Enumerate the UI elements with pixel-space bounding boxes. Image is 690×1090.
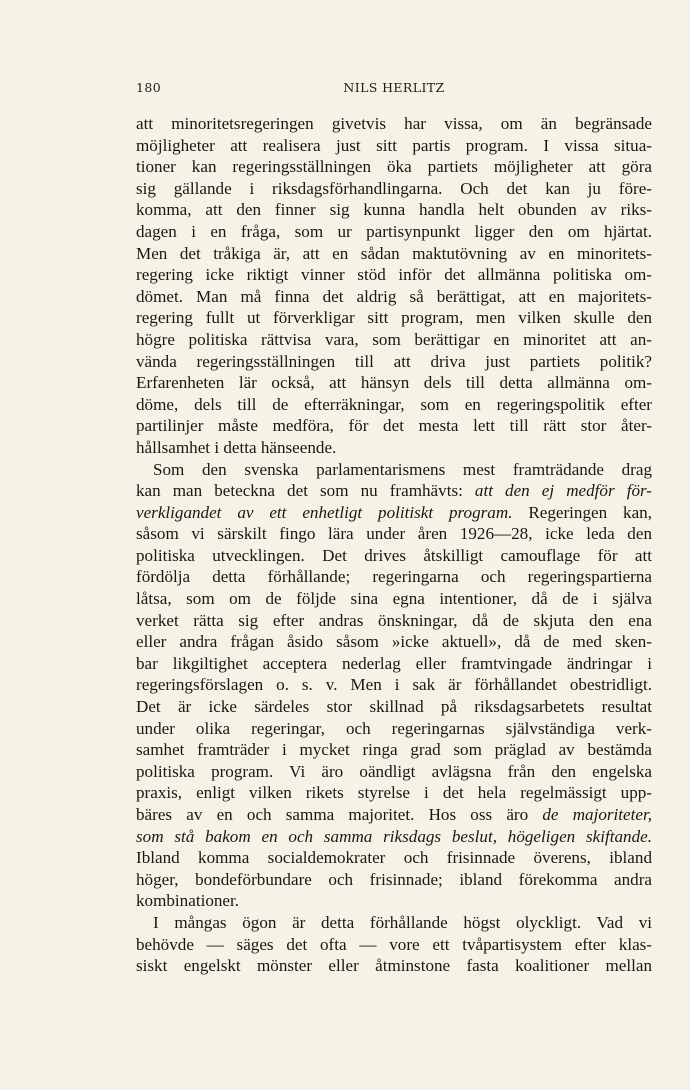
text-line	[136, 394, 652, 416]
text-segment: I mångas ögon är detta förhållande högst olyckligt. Vad vi	[153, 912, 652, 932]
text-line	[136, 286, 652, 308]
text-segment: döme, dels till de efterräkningar, som en regeringspolitik efter	[136, 394, 652, 414]
text-segment: kan man beteckna det som nu framhävts:	[136, 481, 475, 501]
text-segment: högre politiska rättvisa vara, som berättigar en minoritet att an-	[136, 329, 652, 349]
italic-text: som stå bakom en och samma riksdags beslut, högeligen skiftande.	[136, 826, 652, 846]
text-segment: såsom vi särskilt fingo lära under åren 1926—28, icke leda den	[136, 524, 652, 544]
text-line	[136, 847, 652, 869]
text-line	[136, 912, 652, 934]
text-segment: bar likgiltighet acceptera nederlag eller framtvingade ändringar i	[136, 653, 652, 673]
text-line	[136, 631, 652, 653]
text-segment: Ibland komma socialdemokrater och frisinnade överens, ibland	[136, 848, 652, 868]
text-segment: tioner kan regeringsställningen öka partiets möjligheter att göra	[136, 157, 652, 177]
running-head	[136, 80, 652, 98]
page-number: 180	[136, 80, 162, 95]
text-segment: dömet. Man må finna det aldrig så berättigat, att en majoritets-	[136, 286, 652, 306]
text-segment: Erfarenheten lär också, att hänsyn dels till detta allmänna om-	[136, 373, 652, 393]
text-line	[136, 221, 652, 243]
text-segment: fördölja detta förhållande; regeringarna och regeringspartierna	[136, 567, 652, 587]
text-line	[136, 761, 652, 783]
text-line	[136, 610, 652, 632]
text-line	[136, 351, 652, 373]
text-segment: bäres av en och samma majoritet. Hos oss äro	[136, 805, 543, 824]
italic-text: verkligandet av ett enhetligt politiskt program.	[136, 502, 513, 522]
italic-text: att den ej medför för-	[474, 481, 652, 501]
text-line	[136, 653, 652, 675]
text-line	[136, 178, 652, 200]
text-line	[136, 890, 652, 912]
text-line	[136, 869, 652, 891]
text-line	[136, 588, 652, 610]
text-line	[136, 826, 652, 848]
text-line	[136, 135, 652, 157]
text-segment: vända regeringsställningen till att driva just partiets politik?	[136, 351, 652, 371]
text-line	[136, 307, 652, 329]
body-text	[136, 113, 652, 977]
text-line	[136, 782, 652, 804]
text-line	[136, 934, 652, 956]
text-line	[136, 718, 652, 740]
text-segment: politiska program. Vi äro oändligt avlägsna från den engelska	[136, 761, 652, 781]
text-segment: hållsamhet i detta hänseende.	[136, 437, 337, 457]
text-segment: möjligheter att realisera just sitt partis program. I vissa situa-	[136, 135, 652, 155]
text-segment: regering icke riktigt vinner stöd inför det allmänna politiska om-	[136, 265, 652, 285]
text-line	[136, 955, 652, 977]
text-line	[136, 502, 652, 524]
text-segment: partilinjer måste medföra, för det mesta lett till rätt stor åter-	[136, 416, 652, 436]
text-segment: kombinationer.	[136, 891, 240, 911]
italic-text: de majoriteter,	[542, 805, 652, 824]
text-line	[136, 329, 652, 351]
text-segment: Det är icke särdeles stor skillnad på riksdagsarbetets resultat	[136, 697, 652, 717]
text-segment: praxis, enligt vilken rikets styrelse i det hela regelmässigt upp-	[136, 783, 652, 803]
text-segment: Som den svenska parlamentarismens mest framträdande drag	[153, 459, 652, 479]
text-segment: politiska utvecklingen. Det drives åtskilligt camouflage för att	[136, 545, 652, 565]
text-segment: eller andra frågan åsido såsom »icke aktuell», då de med sken-	[136, 632, 652, 652]
text-line	[136, 243, 652, 265]
text-segment: behövde — säges det ofta — vore ett tvåpartisystem efter klas-	[136, 934, 652, 954]
text-segment: sig gällande i riksdagsförhandlingarna. Och det kan ju före-	[136, 178, 652, 198]
text-line	[136, 739, 652, 761]
text-line	[136, 545, 652, 567]
text-segment: komma, att den finner sig kunna handla helt obunden av riks-	[136, 200, 652, 220]
text-line	[136, 415, 652, 437]
text-line	[136, 674, 652, 696]
text-line	[136, 372, 652, 394]
text-line	[136, 566, 652, 588]
text-segment: höger, bondeförbundare och frisinnade; ibland förekomma andra	[136, 869, 652, 889]
text-segment: att minoritetsregeringen givetvis har vissa, om än begränsade	[136, 114, 652, 133]
text-line	[136, 264, 652, 286]
text-line	[136, 113, 652, 135]
text-segment: regeringsförslagen o. s. v. Men i sak är förhållandet obestridligt.	[136, 675, 652, 695]
text-line	[136, 156, 652, 178]
running-title: NILS HERLITZ	[343, 80, 445, 95]
text-segment: dagen i en fråga, som ur partisynpunkt ligger den om hjärtat.	[136, 221, 652, 241]
text-segment: samhet framträder i mycket ringa grad som präglad av bestämda	[136, 740, 652, 760]
text-line	[136, 459, 652, 481]
text-segment: regering fullt ut förverkligar sitt program, men vilken skulle den	[136, 308, 652, 328]
text-line	[136, 437, 652, 459]
text-segment: Men det tråkiga är, att en sådan maktutövning av en minoritets-	[136, 243, 652, 263]
text-line	[136, 199, 652, 221]
text-segment: siskt engelskt mönster eller åtminstone fasta koalitioner mellan	[136, 956, 652, 976]
text-segment: verket rätta sig efter andras önskningar, då de skjuta den ena	[136, 610, 652, 630]
text-line	[136, 804, 652, 826]
text-line	[136, 696, 652, 718]
text-line	[136, 523, 652, 545]
text-segment: under olika regeringar, och regeringarnas självständiga verk-	[136, 718, 652, 738]
text-segment: Regeringen kan,	[512, 502, 652, 522]
text-line	[136, 480, 652, 502]
text-segment: låtsa, som om de följde sina egna intentioner, då de i själva	[136, 589, 652, 609]
